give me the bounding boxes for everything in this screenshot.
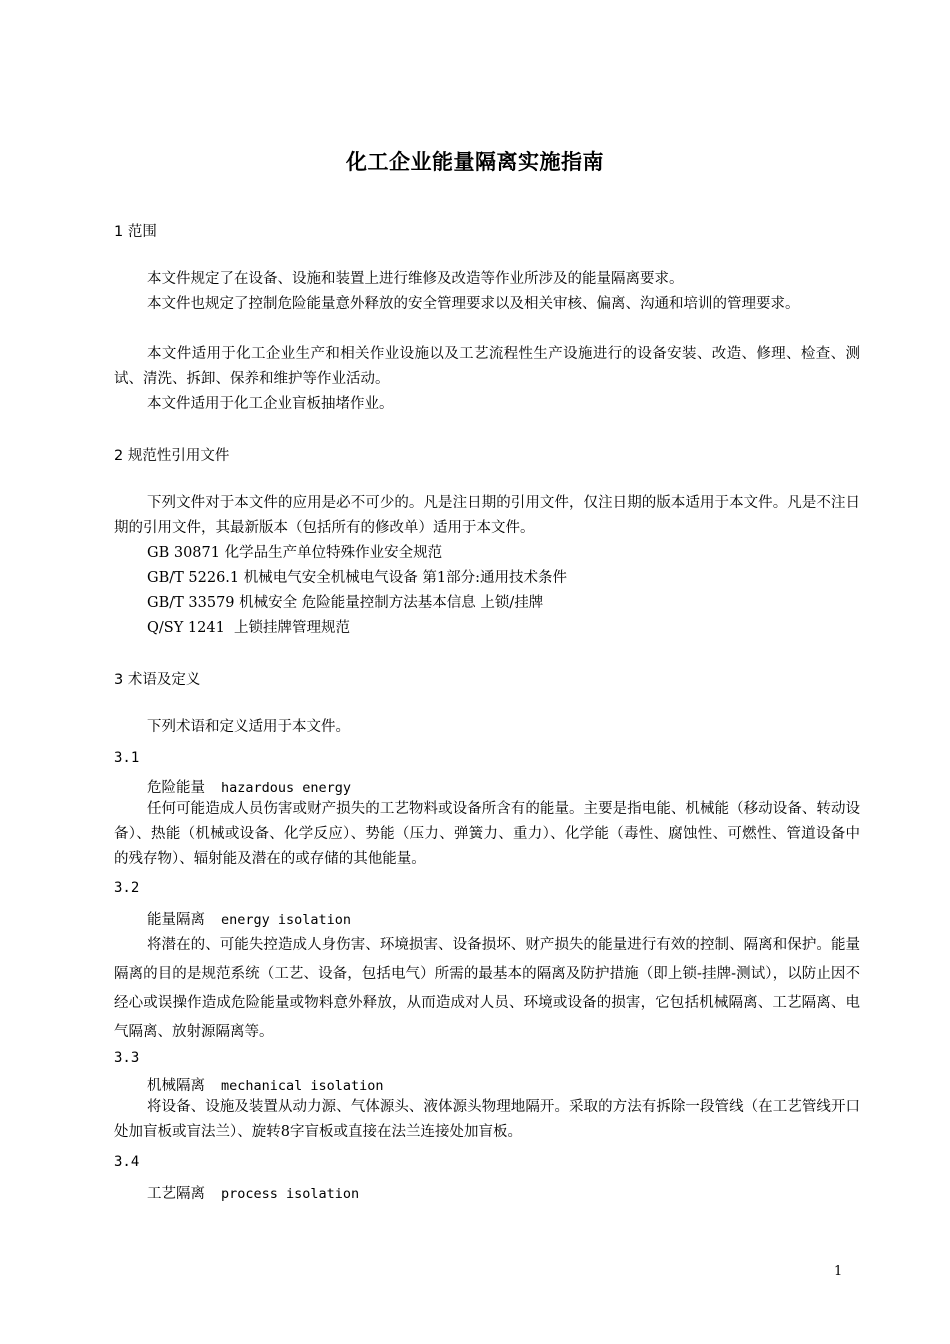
section-heading-scope: 1 范围 (114, 224, 157, 240)
paragraph: 本文件适用于化工企业盲板抽堵作业。 (147, 396, 394, 412)
paragraph: 本文件也规定了控制危险能量意外释放的安全管理要求以及相关审核、偏离、沟通和培训的管理要求。 (147, 296, 800, 312)
reference-item: GB 30871 化学品生产单位特殊作业安全规范 (147, 545, 443, 561)
reference-item: GB/T 33579 机械安全 危险能量控制方法基本信息 上锁/挂牌 (147, 595, 544, 611)
term-chinese: 机械隔离 (147, 1078, 205, 1094)
term-heading (147, 1074, 384, 1095)
term-english: hazardous energy (221, 780, 352, 796)
clause-number: 3.3 (114, 1050, 140, 1066)
section-heading-normative-references: 2 规范性引用文件 (114, 448, 230, 464)
term-definition: 将潜在的、可能失控造成人身伤害、环境损害、设备损坏、财产损失的能量进行有效的控制、隔离和保护。能量隔离的目的是规范系统（工艺、设备，包括电气）所需的最基本的隔离及防护措施（即上锁-挂牌-测试），以防止因不经心或误操作造成危险能量或物料意外释放，从而造成对人员、环境或设备的损害，它包括机械隔离、工艺隔离、电气隔离、放射源隔离等。 (114, 937, 860, 1040)
term-english: energy isolation (221, 912, 352, 928)
paragraph: 本文件适用于化工企业生产和相关作业设施以及工艺流程性生产设施进行的设备安装、改造、修理、检查、测试、清洗、拆卸、保养和维护等作业活动。 (114, 346, 860, 387)
reference-item: GB/T 5226.1 机械电气安全机械电气设备 第1部分:通用技术条件 (147, 570, 567, 586)
paragraph: 本文件规定了在设备、设施和装置上进行维修及改造等作业所涉及的能量隔离要求。 (147, 271, 684, 287)
paragraph: 下列文件对于本文件的应用是必不可少的。凡是注日期的引用文件，仅注日期的版本适用于本文件。凡是不注日期的引用文件，其最新版本（包括所有的修改单）适用于本文件。 (114, 495, 860, 536)
term-chinese: 能量隔离 (147, 912, 205, 928)
term-heading (147, 776, 351, 797)
term-chinese: 工艺隔离 (147, 1186, 205, 1202)
document-title: 化工企业能量隔离实施指南 (346, 150, 604, 174)
term-english: process isolation (221, 1186, 360, 1202)
term-definition: 将设备、设施及装置从动力源、气体源头、液体源头物理地隔开。采取的方法有拆除一段管线（在工艺管线开口处加盲板或盲法兰）、旋转8字盲板或直接在法兰连接处加盲板。 (114, 1099, 860, 1140)
paragraph: 下列术语和定义适用于本文件。 (147, 719, 350, 735)
term-heading (147, 1182, 359, 1203)
page-number: 1 (834, 1264, 843, 1279)
term-heading (147, 908, 351, 929)
section-heading-terms-definitions: 3 术语及定义 (114, 672, 201, 688)
term-chinese: 危险能量 (147, 780, 205, 796)
term-definition: 任何可能造成人员伤害或财产损失的工艺物料或设备所含有的能量。主要是指电能、机械能（移动设备、转动设备）、热能（机械或设备、化学反应）、势能（压力、弹簧力、重力）、化学能（毒性、腐蚀性、可燃性、管道设备中的残存物）、辐射能及潜在的或存储的其他能量。 (114, 801, 860, 867)
reference-item: Q/SY 1241 上锁挂牌管理规范 (147, 620, 351, 636)
term-english: mechanical isolation (221, 1078, 384, 1094)
clause-number: 3.4 (114, 1154, 140, 1170)
clause-number: 3.1 (114, 750, 140, 766)
clause-number: 3.2 (114, 880, 140, 896)
